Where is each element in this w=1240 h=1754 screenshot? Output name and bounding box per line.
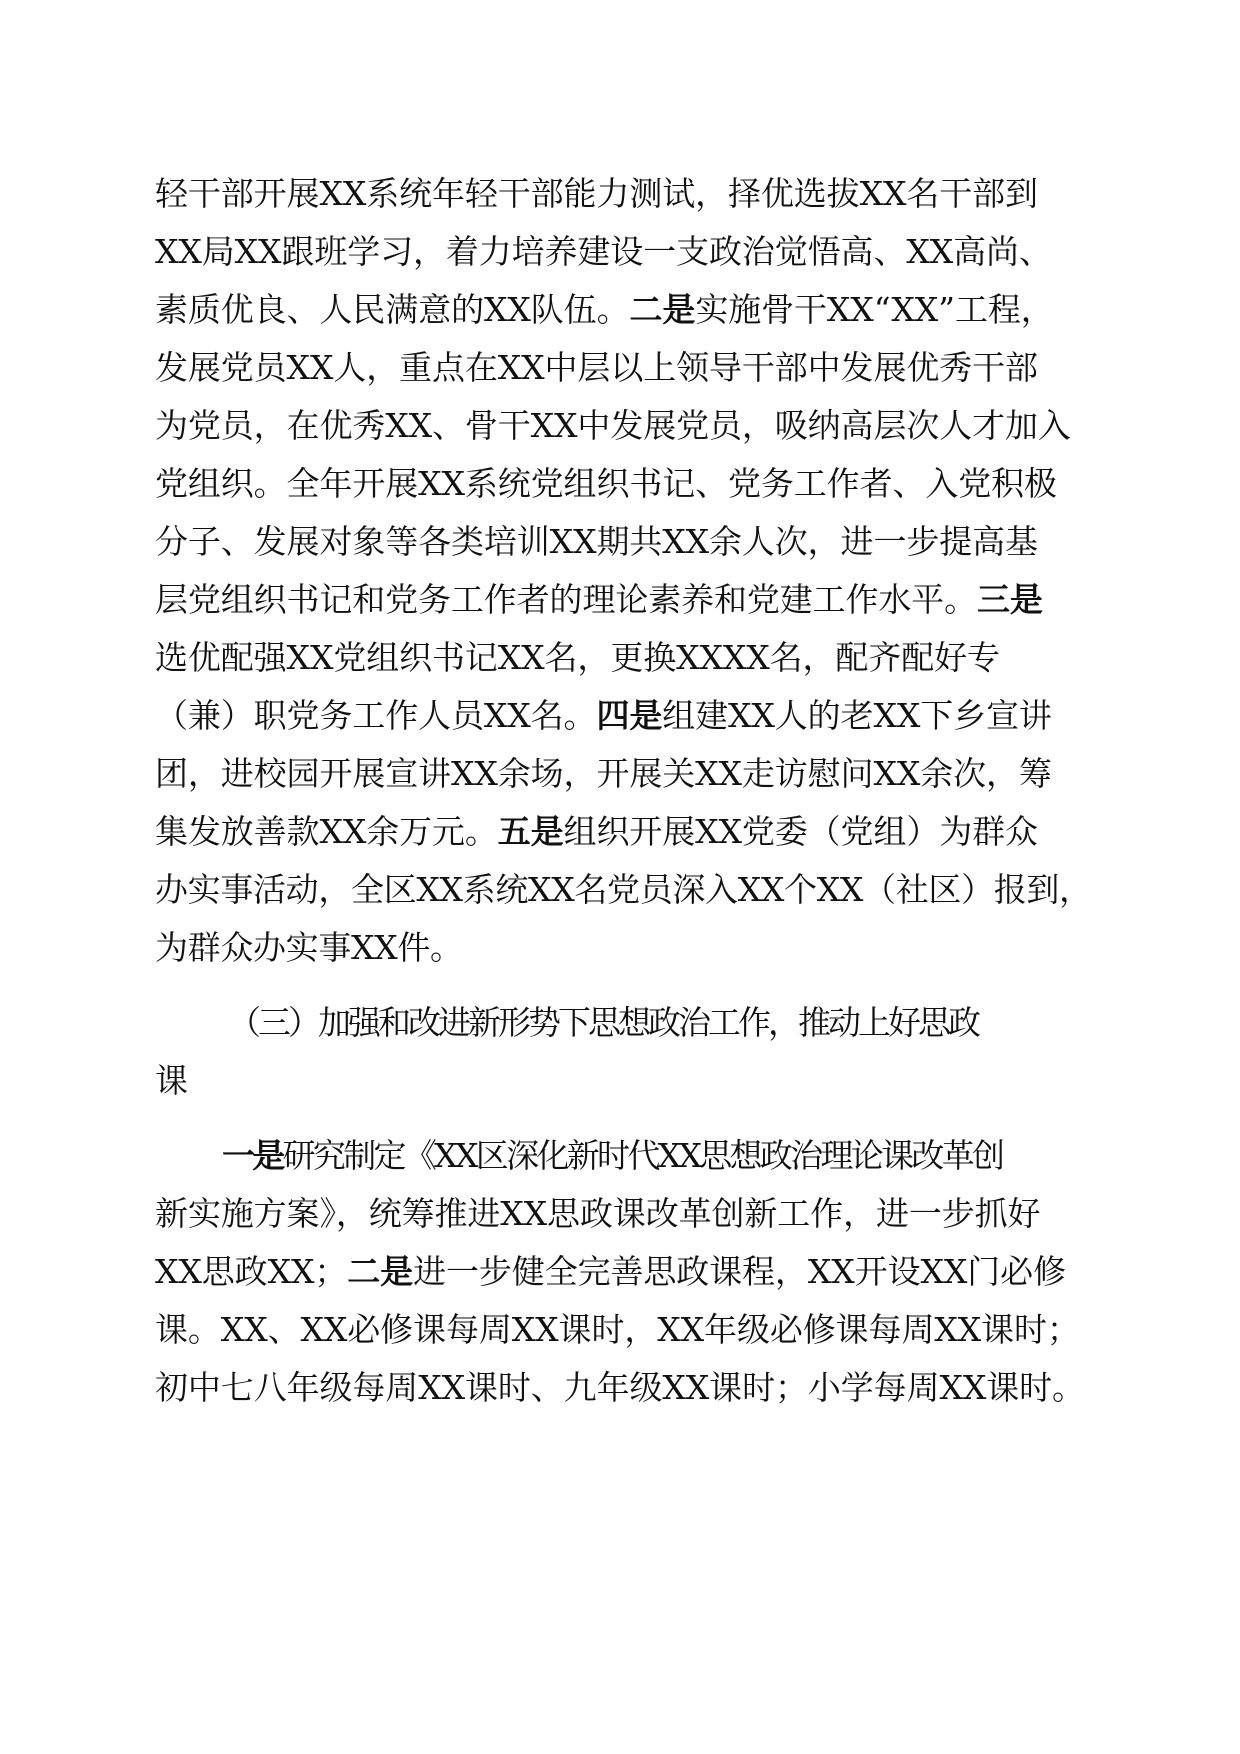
text-run: XX局XX跟班学习，着力培养建设一支政治觉悟高、XX高尚、 bbox=[155, 232, 1052, 271]
text-run: 素质优良、人民满意的XX队伍。 bbox=[155, 290, 630, 329]
bold-lead-text: 一是 bbox=[222, 1136, 283, 1175]
text-run: 选优配强XX党组织书记XX名，更换XXXX名，配齐配好专 bbox=[155, 638, 1000, 677]
bold-lead-text: 二是 bbox=[347, 1252, 414, 1291]
text-run: 发展党员XX人，重点在XX中层以上领导干部中发展优秀干部 bbox=[155, 348, 1038, 387]
text-run: （三）加强和改进新形势下思想政治工作，推动上好思政 bbox=[228, 1003, 978, 1042]
text-run: 组织开展XX党委（党组）为群众 bbox=[563, 812, 1038, 851]
text-line bbox=[155, 348, 1095, 388]
text-line bbox=[155, 290, 1095, 330]
bold-lead-text: 二是 bbox=[629, 290, 696, 329]
text-run: 进一步健全完善思政课程，XX开设XX门必修 bbox=[413, 1252, 1066, 1291]
text-line bbox=[155, 1310, 1095, 1350]
text-run: 轻干部开展XX系统年轻干部能力测试，择优选拔XX名干部到 bbox=[155, 174, 1038, 213]
bold-lead-text: 五是 bbox=[497, 812, 564, 851]
text-run: 初中七八年级每周XX课时、九年级XX课时；小学每周XX课时。 bbox=[155, 1368, 1085, 1407]
text-run: （兼）职党务工作人员XX名。 bbox=[155, 696, 597, 735]
text-line bbox=[155, 696, 1095, 736]
text-run: 课 bbox=[155, 1061, 188, 1100]
text-line bbox=[155, 232, 1095, 272]
text-run: 为党员，在优秀XX、骨干XX中发展党员，吸纳高层次人才加入 bbox=[155, 406, 1071, 445]
text-run: 层党组织书记和党务工作者的理论素养和党建工作水平。 bbox=[155, 580, 978, 619]
text-line bbox=[155, 522, 1095, 562]
text-line bbox=[155, 1194, 1095, 1234]
text-line bbox=[155, 754, 1095, 794]
text-line bbox=[155, 638, 1095, 678]
text-line bbox=[155, 928, 1095, 968]
section-heading-line bbox=[228, 1003, 1168, 1043]
text-run: 办实事活动，全区XX系统XX名党员深入XX个XX（社区）报到， bbox=[155, 870, 1092, 909]
bold-lead-text: 三是 bbox=[977, 580, 1043, 619]
text-line bbox=[155, 870, 1095, 910]
text-line bbox=[155, 406, 1095, 446]
text-run: XX思政XX； bbox=[155, 1252, 348, 1291]
text-run: 新实施方案》，统筹推进XX思政课改革创新工作，进一步抓好 bbox=[155, 1194, 1041, 1233]
text-line bbox=[155, 1252, 1095, 1292]
text-run: 党组织。全年开展XX系统党组织书记、党务工作者、入党积极 bbox=[155, 464, 1057, 503]
text-line bbox=[155, 1368, 1095, 1408]
text-line bbox=[155, 580, 1095, 620]
text-line bbox=[222, 1136, 1162, 1176]
text-run: 实施骨干XX“XX”工程， bbox=[695, 290, 1054, 329]
section-heading-line bbox=[155, 1061, 1095, 1101]
text-line bbox=[155, 812, 1095, 852]
text-line bbox=[155, 174, 1095, 214]
text-run: 组建XX人的老XX下乡宣讲 bbox=[662, 696, 1052, 735]
text-run: 为群众办实事XX件。 bbox=[155, 928, 463, 967]
text-run: 集发放善款XX余万元。 bbox=[155, 812, 498, 851]
text-line bbox=[155, 464, 1095, 504]
text-run: 分子、发展对象等各类培训XX期共XX余人次，进一步提高基 bbox=[155, 522, 1038, 561]
bold-lead-text: 四是 bbox=[596, 696, 663, 735]
text-run: 课。XX、XX必修课每周XX课时，XX年级必修课每周XX课时； bbox=[155, 1310, 1080, 1349]
text-run: 研究制定《XX区深化新时代XX思想政治理论课改革创 bbox=[282, 1136, 1003, 1175]
text-run: 团，进校园开展宣讲XX余场，开展关XX走访慰问XX余次，筹 bbox=[155, 754, 1052, 793]
